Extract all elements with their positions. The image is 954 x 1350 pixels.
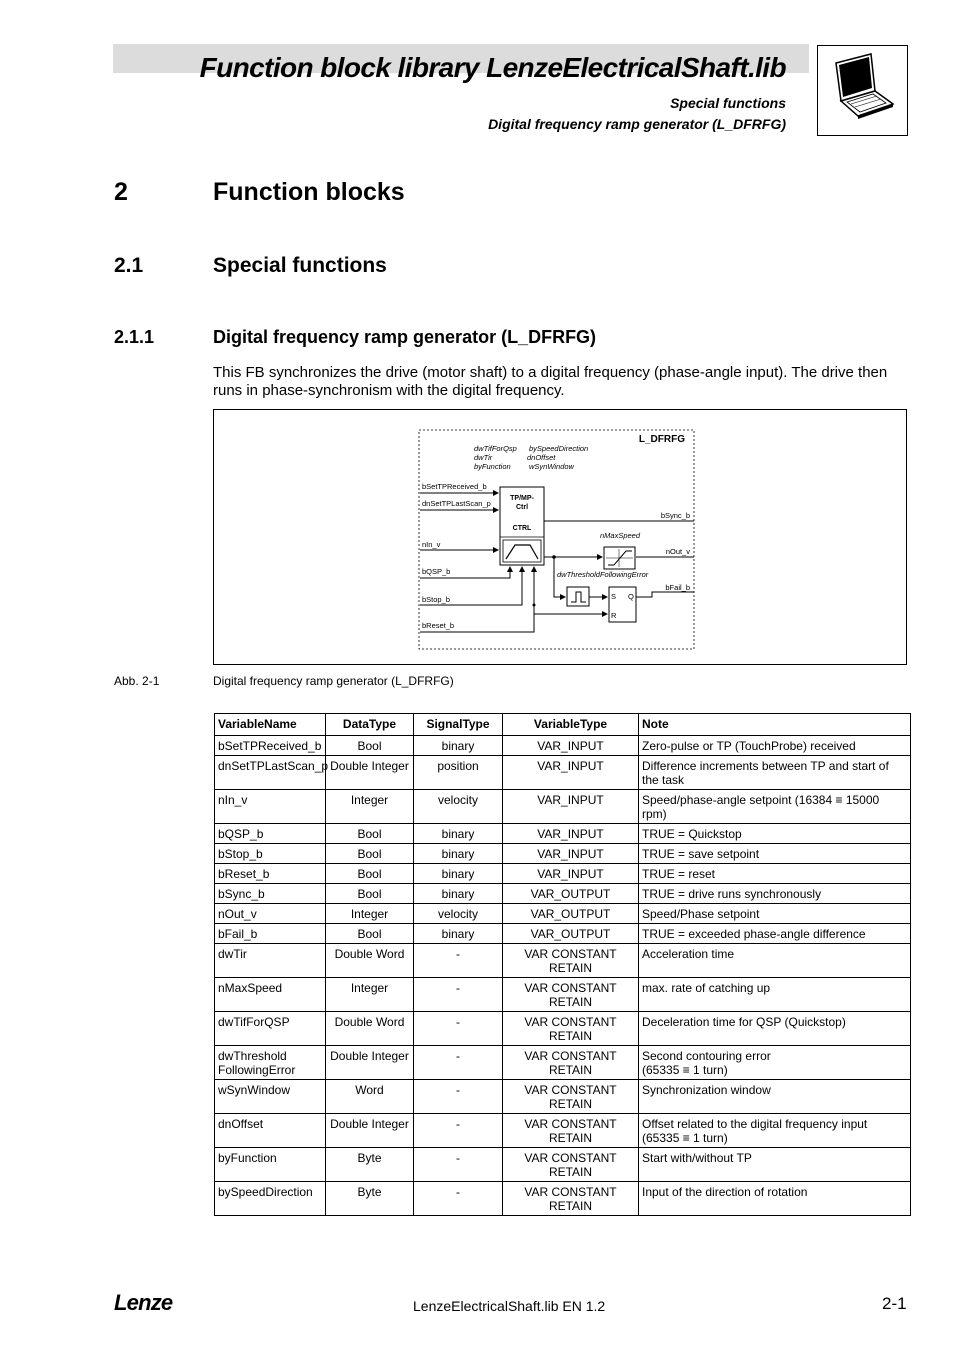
input-bSetTPReceived_b: bSetTPReceived_b bbox=[422, 482, 487, 491]
lenze-logo: Lenze bbox=[114, 1290, 173, 1315]
heading-1-number: 2 bbox=[114, 178, 128, 206]
table-cell: VAR CONSTANT RETAIN bbox=[503, 1182, 639, 1216]
column-header: Note bbox=[639, 714, 911, 736]
column-header: DataType bbox=[326, 714, 414, 736]
table-cell: Integer bbox=[326, 790, 414, 824]
table-cell: bReset_b bbox=[215, 864, 326, 884]
table-row bbox=[215, 864, 911, 884]
table-cell: Start with/without TP bbox=[639, 1148, 911, 1182]
table-cell: VAR_INPUT bbox=[503, 864, 639, 884]
input-nIn_v: nIn_v bbox=[422, 540, 441, 549]
param-nMaxSpeed: nMaxSpeed bbox=[600, 531, 641, 540]
table-body bbox=[215, 736, 911, 1216]
table-cell: dnSetTPLastScan_p bbox=[215, 756, 326, 790]
table-cell: - bbox=[414, 1148, 503, 1182]
param-bySpeedDirection: bySpeedDirection bbox=[529, 444, 589, 453]
table-row bbox=[215, 944, 911, 978]
table-cell: VAR CONSTANT RETAIN bbox=[503, 1080, 639, 1114]
heading-3-number: 2.1.1 bbox=[114, 327, 155, 347]
input-bReset_b: bReset_b bbox=[422, 621, 455, 630]
table-cell: dwTir bbox=[215, 944, 326, 978]
table-cell: nIn_v bbox=[215, 790, 326, 824]
table-cell: bFail_b bbox=[215, 924, 326, 944]
figure-caption-label: Abb. 2-1 bbox=[114, 674, 160, 688]
table-cell: bQSP_b bbox=[215, 824, 326, 844]
column-header: VariableName bbox=[215, 714, 326, 736]
table-cell: VAR CONSTANT RETAIN bbox=[503, 1012, 639, 1046]
table-cell: bStop_b bbox=[215, 844, 326, 864]
ctrl-ctrl-label: Ctrl bbox=[515, 504, 529, 511]
param-dwTir: dwTir bbox=[474, 453, 493, 462]
table-cell: TRUE = exceeded phase-angle difference bbox=[639, 924, 911, 944]
table-cell: Bool bbox=[326, 924, 414, 944]
heading-2-title: Special functions bbox=[213, 254, 387, 277]
table-row bbox=[215, 756, 911, 790]
ff-s: S bbox=[611, 592, 617, 601]
table-cell: bySpeedDirection bbox=[215, 1182, 326, 1216]
heading-3-title: Digital frequency ramp generator (L_DFRFG) bbox=[213, 327, 597, 347]
output-bFail_b: bFail_b bbox=[665, 583, 690, 592]
table-row bbox=[215, 1148, 911, 1182]
table-cell: VAR_INPUT bbox=[503, 844, 639, 864]
table-row bbox=[215, 978, 911, 1012]
param-dnOffset: dnOffset bbox=[527, 453, 556, 462]
table-cell: bSync_b bbox=[215, 884, 326, 904]
table-cell: TRUE = save setpoint bbox=[639, 844, 911, 864]
variables-table bbox=[214, 713, 911, 1216]
table-cell: nMaxSpeed bbox=[215, 978, 326, 1012]
footer-document-id: LenzeElectricalShaft.lib EN 1.2 bbox=[413, 1298, 606, 1314]
table-cell: Integer bbox=[326, 904, 414, 924]
table-cell: Speed/phase-angle setpoint (16384 ≡ 15000 rpm) bbox=[639, 790, 911, 824]
table-cell: VAR_INPUT bbox=[503, 736, 639, 756]
table-cell: - bbox=[414, 1114, 503, 1148]
table-cell: VAR_INPUT bbox=[503, 824, 639, 844]
table-cell: - bbox=[414, 1080, 503, 1114]
table-cell: TRUE = reset bbox=[639, 864, 911, 884]
table-cell: Difference increments between TP and start of the task bbox=[639, 756, 911, 790]
table-cell: dwThreshold FollowingError bbox=[215, 1046, 326, 1080]
table-cell: bSetTPReceived_b bbox=[215, 736, 326, 756]
table-cell: position bbox=[414, 756, 503, 790]
table-cell: Byte bbox=[326, 1148, 414, 1182]
table-row bbox=[215, 790, 911, 824]
table-cell: binary bbox=[414, 884, 503, 904]
header-subtitle-section: Special functions bbox=[670, 95, 786, 111]
table-row bbox=[215, 1046, 911, 1080]
table-cell: Bool bbox=[326, 844, 414, 864]
table-cell: Bool bbox=[326, 864, 414, 884]
table-cell: dnOffset bbox=[215, 1114, 326, 1148]
table-cell: TRUE = Quickstop bbox=[639, 824, 911, 844]
page-number: 2-1 bbox=[882, 1294, 907, 1313]
output-nOut_v: nOut_v bbox=[665, 547, 690, 556]
intro-paragraph: This FB synchronizes the drive (motor shaft) to a digital frequency (phase-angle input). The drive then runs in phase-synchronism with the digital frequency. bbox=[213, 364, 888, 399]
table-cell: VAR CONSTANT RETAIN bbox=[503, 944, 639, 978]
table-cell: binary bbox=[414, 736, 503, 756]
column-header: VariableType bbox=[503, 714, 639, 736]
ctrl-block-label: CTRL bbox=[512, 525, 532, 532]
ctrl-tp-label: TP/MP- bbox=[510, 495, 534, 502]
column-header: SignalType bbox=[414, 714, 503, 736]
table-cell: binary bbox=[414, 844, 503, 864]
table-cell: nOut_v bbox=[215, 904, 326, 924]
ff-r: R bbox=[611, 611, 617, 620]
table-cell: Zero-pulse or TP (TouchProbe) received bbox=[639, 736, 911, 756]
table-cell: wSynWindow bbox=[215, 1080, 326, 1114]
figure-caption-text: Digital frequency ramp generator (L_DFRFG) bbox=[213, 674, 454, 688]
output-bSync_b: bSync_b bbox=[660, 511, 690, 520]
table-cell: VAR_INPUT bbox=[503, 790, 639, 824]
table-cell: binary bbox=[414, 824, 503, 844]
table-row bbox=[215, 924, 911, 944]
table-cell: dwTifForQSP bbox=[215, 1012, 326, 1046]
table-cell: Offset related to the digital frequency input (65335 ≡ 1 turn) bbox=[639, 1114, 911, 1148]
input-bStop_b: bStop_b bbox=[422, 595, 450, 604]
input-bQSP_b: bQSP_b bbox=[422, 567, 451, 576]
table-row bbox=[215, 884, 911, 904]
table-cell: Double Word bbox=[326, 1012, 414, 1046]
header-subtitle-topic: Digital frequency ramp generator (L_DFRFG) bbox=[488, 116, 786, 132]
table-cell: Word bbox=[326, 1080, 414, 1114]
ff-q: Q bbox=[628, 592, 634, 601]
table-cell: Bool bbox=[326, 824, 414, 844]
table-row bbox=[215, 824, 911, 844]
heading-2-number: 2.1 bbox=[114, 254, 144, 277]
table-row bbox=[215, 844, 911, 864]
param-dwThresholdFollowingError: dwThresholdFollowingError bbox=[557, 570, 649, 579]
table-cell: VAR CONSTANT RETAIN bbox=[503, 1114, 639, 1148]
table-header-row bbox=[215, 714, 911, 736]
table-cell: VAR CONSTANT RETAIN bbox=[503, 978, 639, 1012]
table-cell: VAR CONSTANT RETAIN bbox=[503, 1046, 639, 1080]
table-cell: Double Integer bbox=[326, 756, 414, 790]
param-dwTifForQsp: dwTifForQsp bbox=[474, 444, 517, 453]
param-wSynWindow: wSynWindow bbox=[529, 462, 574, 471]
table-cell: Double Word bbox=[326, 944, 414, 978]
table-cell: VAR_INPUT bbox=[503, 756, 639, 790]
heading-1-title: Function blocks bbox=[213, 178, 405, 206]
page-header-title: Function block library LenzeElectricalShaft.lib bbox=[199, 52, 786, 83]
param-byFunction: byFunction bbox=[474, 462, 511, 471]
block-name: L_DFRFG bbox=[638, 434, 685, 445]
table-row bbox=[215, 1012, 911, 1046]
table-cell: velocity bbox=[414, 790, 503, 824]
table-cell: - bbox=[414, 1182, 503, 1216]
table-cell: Integer bbox=[326, 978, 414, 1012]
table-cell: Second contouring error (65335 ≡ 1 turn) bbox=[639, 1046, 911, 1080]
table-row bbox=[215, 904, 911, 924]
table-cell: VAR_OUTPUT bbox=[503, 884, 639, 904]
table-cell: Synchronization window bbox=[639, 1080, 911, 1114]
table-cell: max. rate of catching up bbox=[639, 978, 911, 1012]
table-cell: Bool bbox=[326, 736, 414, 756]
table-cell: VAR_OUTPUT bbox=[503, 904, 639, 924]
table-row bbox=[215, 1114, 911, 1148]
table-cell: - bbox=[414, 944, 503, 978]
table-cell: - bbox=[414, 978, 503, 1012]
table-cell: VAR_OUTPUT bbox=[503, 924, 639, 944]
table-cell: Byte bbox=[326, 1182, 414, 1216]
table-row bbox=[215, 1182, 911, 1216]
input-dnSetTPLastScan_p: dnSetTPLastScan_p bbox=[422, 499, 491, 508]
table-row bbox=[215, 1080, 911, 1114]
table-cell: Double Integer bbox=[326, 1046, 414, 1080]
table-cell: - bbox=[414, 1012, 503, 1046]
table-cell: TRUE = drive runs synchronously bbox=[639, 884, 911, 904]
table-cell: VAR CONSTANT RETAIN bbox=[503, 1148, 639, 1182]
table-cell: Input of the direction of rotation bbox=[639, 1182, 911, 1216]
table-cell: Acceleration time bbox=[639, 944, 911, 978]
table-cell: binary bbox=[414, 864, 503, 884]
table-cell: byFunction bbox=[215, 1148, 326, 1182]
table-cell: binary bbox=[414, 924, 503, 944]
table-cell: Deceleration time for QSP (Quickstop) bbox=[639, 1012, 911, 1046]
table-row bbox=[215, 736, 911, 756]
table-cell: Bool bbox=[326, 884, 414, 904]
table-cell: Double Integer bbox=[326, 1114, 414, 1148]
table-cell: velocity bbox=[414, 904, 503, 924]
table-cell: Speed/Phase setpoint bbox=[639, 904, 911, 924]
table-cell: - bbox=[414, 1046, 503, 1080]
